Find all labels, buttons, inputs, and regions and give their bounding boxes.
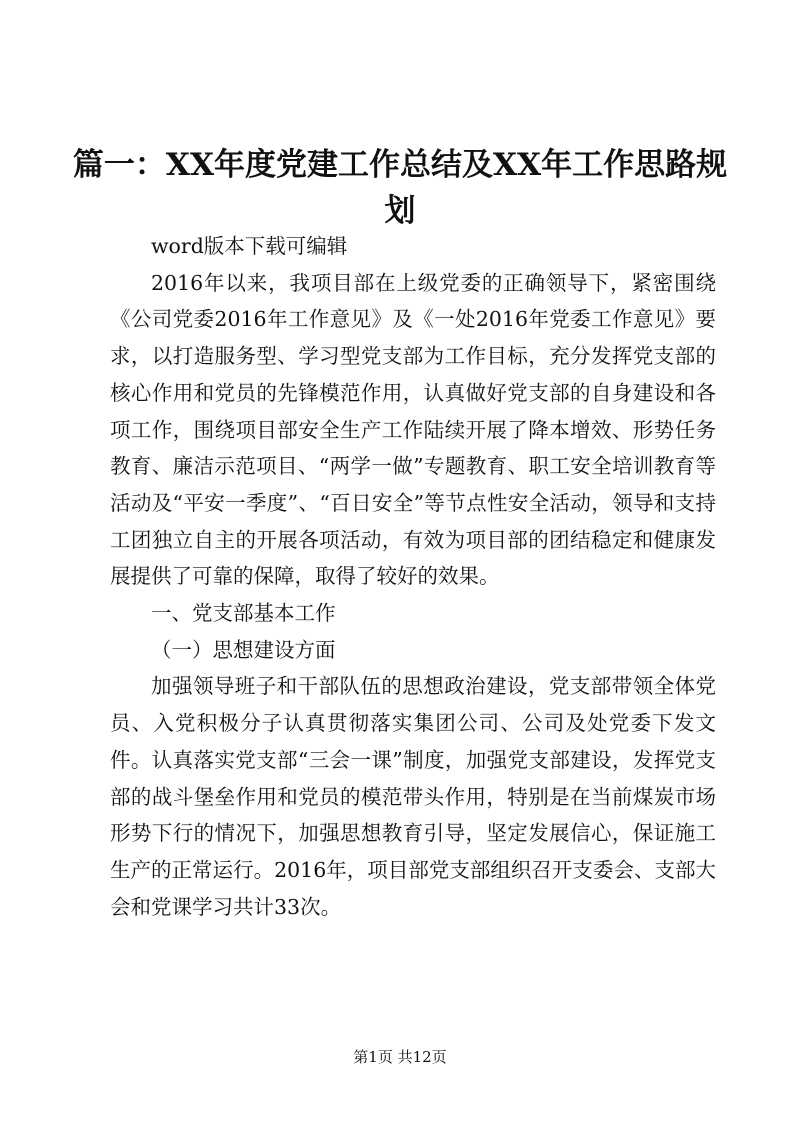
page-footer: 第1页 共12页 (353, 1048, 447, 1066)
document-title: 篇一：XX年度党建工作总结及XX年工作思路规划 (72, 147, 728, 229)
document-body (110, 228, 716, 925)
paragraph-note: word版本下载可编辑 (151, 234, 348, 258)
section-heading: 一、党支部基本工作 (151, 601, 336, 626)
subsection-heading: （一）思想建设方面 (151, 637, 336, 662)
paragraph-intro: 2016年以来，我项目部在上级党委的正确领导下，紧密围绕《公司党委2016年工作意见》及《一处2016年党委工作意见》要求，以打造服务型、学习型党支部为工作目标，充分发挥党支部的核心作用和党员的先锋模范作用，认真做好党支部的自身建设和各项工作，围绕项目部安全生产工作陆续开展了降本增效、形势任务教育、廉洁示范项目、“两学一做”专题教育、职工安全培训教育等活动及“平安一季度”、“百日安全”等节点性安全活动，领导和支持工团独立自主的开展各项活动，有效为项目部的团结稳定和健康发展提供了可靠的保障，取得了较好的效果。 (110, 270, 716, 589)
paragraph-ideology: 加强领导班子和干部队伍的思想政治建设，党支部带领全体党员、入党积极分子认真贯彻落实集团公司、公司及处党委下发文件。认真落实党支部“三会一课”制度，加强党支部建设，发挥党支部的战斗堡垒作用和党员的模范带头作用，特别是在当前煤炭市场形势下行的情况下，加强思想教育引导，坚定发展信心，保证施工生产的正常运行。2016年，项目部党支部组织召开支委会、支部大会和党课学习共计33次。 (110, 674, 716, 919)
